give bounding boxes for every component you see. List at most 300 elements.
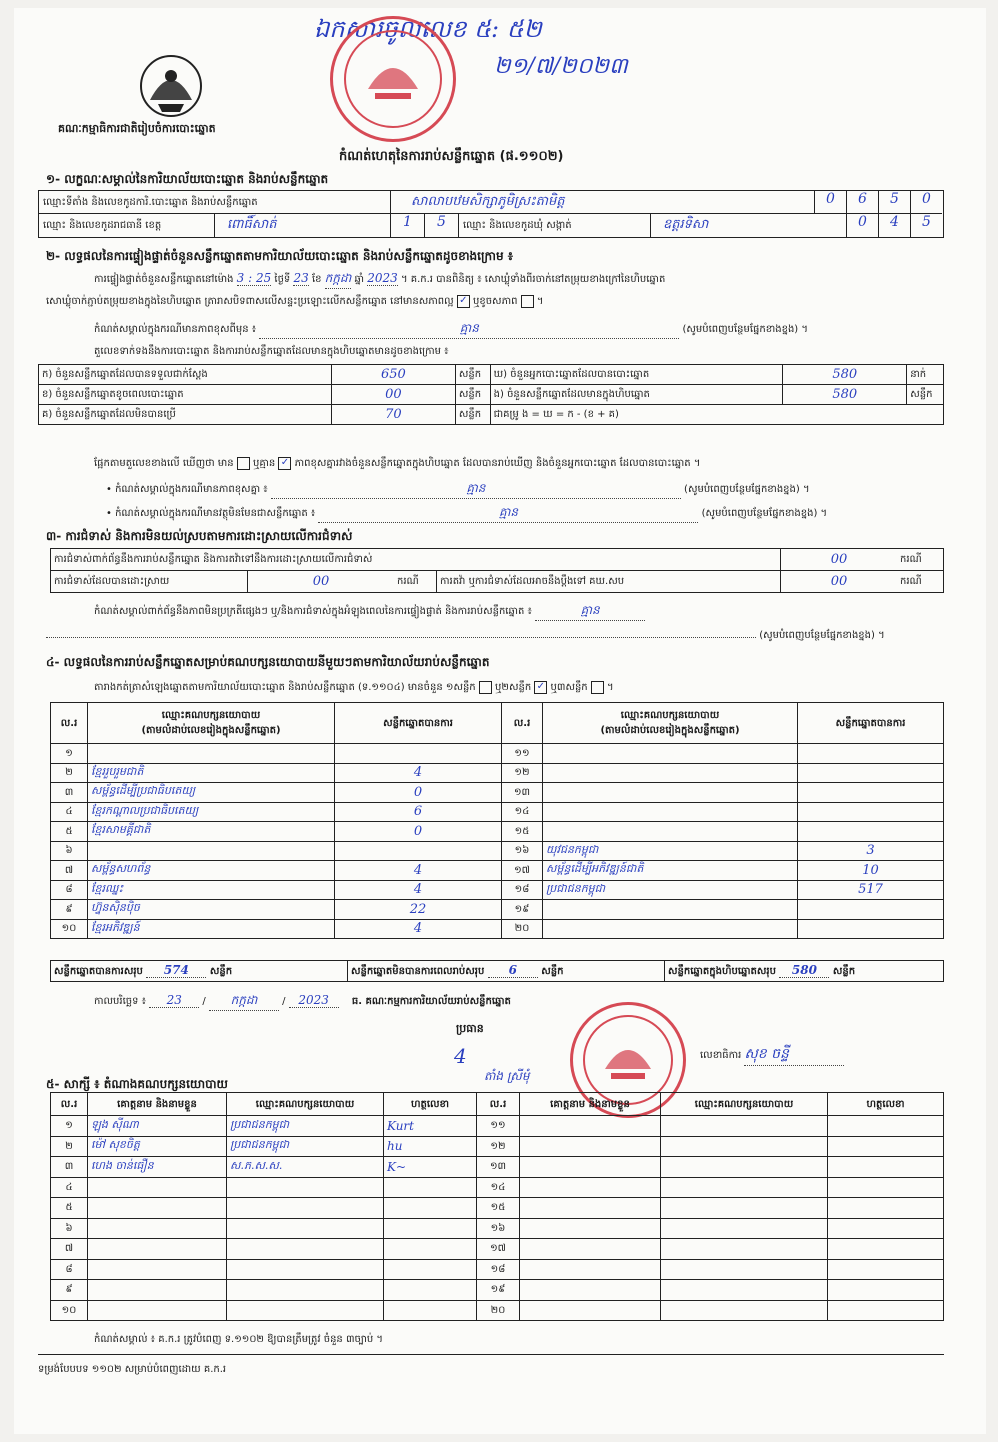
witness-party	[227, 1239, 384, 1260]
party-votes: 3	[798, 841, 944, 861]
witness-party	[227, 1259, 384, 1280]
damaged-label: ឬខូចសភាព	[473, 296, 518, 307]
chair-signature	[424, 1044, 529, 1086]
party-votes	[798, 919, 944, 939]
location-digit: 0	[815, 191, 847, 214]
row-no: ៥	[51, 822, 88, 842]
location-digit: 5	[879, 191, 911, 214]
record-sheets-text: តារាងកត់ត្រាសំឡេងឆ្នោតតាមការិយាល័យបោះឆ្នោត និងរាប់សន្លឹកឆ្នោត (ទ.១១០៤) មានចំនួន ១សន្លឹក	[94, 682, 476, 693]
commune-label: ឈ្មោះ និងលេខកូដឃុំ សង្កាត់	[459, 214, 651, 237]
count-label: ក) ចំនួនសន្លឹកឆ្នោតដែលបានទទួលជាក់ស្តែង	[39, 365, 332, 385]
row-no: ១១	[477, 1116, 520, 1137]
witness-name: ឡុង ស៊ីណា	[88, 1116, 227, 1137]
witness-party	[227, 1280, 384, 1301]
footnote: កំណត់សម្គាល់ ៖ គ.ក.រ ត្រូវបំពេញ ទ.១១០២ ឱ្យបានត្រឹមត្រូវ ចំនួន ៣ច្បាប់ ។	[94, 1334, 383, 1345]
party-name	[543, 900, 798, 920]
witness-party: ប្រជាជនកម្ពុជា	[227, 1136, 384, 1157]
resolved-label: ការជំទាស់ដែលបានដោះស្រាយ	[51, 571, 248, 593]
row-no: ១០	[51, 1300, 88, 1321]
has-difference-checkbox[interactable]	[237, 457, 250, 470]
party-name: ខ្មែរឈ្នះ	[88, 880, 335, 900]
ballot-counts-table	[38, 364, 944, 425]
col-party: ឈ្មោះគណបក្សនយោបាយ	[661, 1093, 828, 1116]
row-no: ២០	[477, 1300, 520, 1321]
unit: សន្លឹក	[209, 966, 233, 977]
witness-row	[51, 1239, 944, 1260]
signing-date-line: កាលបរិច្ឆេទ ៖ 23 / កក្កដា / 2023 ធ. គណៈកម្មការការិយាល័យរាប់សន្លឹកឆ្នោត	[94, 992, 511, 1011]
row-no: ២	[51, 763, 88, 783]
witness-signature	[384, 1259, 477, 1280]
unit: សន្លឹក	[541, 966, 564, 977]
form-title: កំណត់ហេតុនៃការរាប់សន្លឹកឆ្នោត (ផ.១១០២)	[339, 149, 564, 164]
party-votes: 517	[798, 880, 944, 900]
party-votes: 22	[335, 900, 502, 920]
commune-digit: 4	[879, 214, 911, 237]
witness-name: ហេង ចាន់ធឿន	[88, 1157, 227, 1178]
province-label: ឈ្មោះ និងលេខកូដរាជធានី ខេត្ត	[39, 214, 215, 237]
count-unit: នាក់	[907, 365, 944, 385]
votes-row	[51, 822, 944, 842]
row-no: ១៩	[502, 900, 543, 920]
witness-signature	[828, 1239, 944, 1260]
committee-sign-label: ធ. គណៈកម្មការការិយាល័យរាប់សន្លឹកឆ្នោត	[351, 996, 511, 1007]
verification-line-2: សោឃ្លុំចាក់ភ្ជាប់តម្រុយខាងក្នុងនៃហិបឆ្នោត ត្រារាសបិទពាសលើសន្ទះប្រឡោះលើកសន្លឹកឆ្នោត នៅមានសភាពល្អ ✓ ឬខូចសភាព ។	[46, 294, 544, 307]
verification-day-label: ថ្ងៃទី	[274, 274, 291, 285]
count-label: ឃ) ចំនួនអ្នកបោះឆ្នោតដែលបានបោះឆ្នោត	[490, 365, 783, 385]
verification-month: កក្កដា	[325, 270, 352, 289]
votes-row	[51, 802, 944, 822]
votes-row	[51, 783, 944, 803]
witness-party	[227, 1218, 384, 1239]
row-no: ១	[51, 744, 88, 764]
fill-note: (សូមបំពេញបន្ថែមផ្នែកខាងខ្នង) ។	[701, 508, 828, 519]
col-party-label: ឈ្មោះគណបក្សនយោបាយ	[620, 710, 720, 721]
witness-party	[227, 1300, 384, 1321]
party-name: សម្ព័ន្ធសហព័ន្ធ	[88, 861, 335, 881]
bullet-object-value: គ្មាន	[318, 504, 698, 523]
footer-divider	[38, 1354, 944, 1355]
col-sign: ហត្ថលេខា	[828, 1093, 944, 1116]
party-name	[543, 919, 798, 939]
objections-row	[51, 549, 944, 571]
party-name	[543, 822, 798, 842]
row-no: ៤	[51, 802, 88, 822]
verification-day: 23	[293, 271, 309, 285]
seal-condition-text: សោឃ្លុំចាក់ភ្ជាប់តម្រុយខាងក្នុងនៃហិបឆ្នោត ត្រារាសបិទពាសលើសន្ទះប្រឡោះលើកសន្លឹកឆ្នោត នៅមានសភាពល្អ	[46, 296, 454, 307]
blank-line	[46, 637, 756, 638]
witness-name	[520, 1218, 661, 1239]
location-value: សាលាបឋមសិក្សាភូមិស្រះតាមិត្ត	[391, 191, 815, 214]
count-value: 650	[331, 365, 455, 385]
emblem-icon	[134, 50, 208, 122]
row-no: ៩	[51, 900, 88, 920]
witness-name	[520, 1136, 661, 1157]
committee-name: គណៈកម្មាធិការជាតិរៀបចំការបោះឆ្នោត	[58, 122, 216, 135]
record-sheets-line: តារាងកត់ត្រាសំឡេងឆ្នោតតាមការិយាល័យបោះឆ្នោត និងរាប់សន្លឹកឆ្នោត (ទ.១១០៤) មានចំនួន ១សន្លឹក ឬ២សន្លឹក ✓ ឬ៣សន្លឹក ។	[94, 680, 614, 693]
witness-party	[227, 1198, 384, 1219]
resolved-value: 00	[248, 571, 395, 593]
irregularity-line-2	[46, 628, 946, 643]
party-name: ហ្វ៊ុនស៊ិនប៉ិច	[88, 900, 335, 920]
verification-year-label: ឆ្នាំ	[354, 274, 365, 285]
party-votes	[798, 822, 944, 842]
votes-row	[51, 861, 944, 881]
objections-row	[51, 571, 944, 593]
document-page	[14, 8, 986, 1434]
witness-signature	[384, 1198, 477, 1219]
commune-digit: 0	[847, 214, 879, 237]
party-name: ខ្មែរកណ្ដាលប្រជាធិបតេយ្យ	[88, 802, 335, 822]
witness-name	[88, 1239, 227, 1260]
row-no: ៦	[51, 841, 88, 861]
party-votes: 0	[335, 783, 502, 803]
row-no: ២០	[502, 919, 543, 939]
verification-time: 3 : 25	[236, 271, 272, 285]
witness-row	[51, 1300, 944, 1321]
count-row	[39, 365, 944, 385]
witness-signature	[828, 1157, 944, 1178]
province-value: ពោធិ៍សាត់	[215, 214, 391, 237]
location-label: ឈ្មោះទីតាំង និងលេខកូដការិ.បោះឆ្នោត និងរាប់សន្លឹកឆ្នោត	[39, 191, 391, 214]
col-votes: សន្លឹកឆ្នោតបានការ	[335, 703, 502, 744]
witness-signature	[828, 1300, 944, 1321]
row-no: ១២	[502, 763, 543, 783]
formula: ជាគម្រូ ង = ឃ = ក - (ខ + គ)	[490, 405, 943, 425]
party-votes: 10	[798, 861, 944, 881]
appeal-label: ការតវ៉ា ឬការជំទាស់ដែលអាចនឹងប្តឹងទៅ គឃ.សប	[437, 571, 781, 593]
row-no: ៦	[51, 1218, 88, 1239]
party-votes	[798, 783, 944, 803]
witness-party: ប្រជាជនកម្ពុជា	[227, 1116, 384, 1137]
row-no: ១១	[502, 744, 543, 764]
party-votes	[335, 744, 502, 764]
votes-row	[51, 919, 944, 939]
total-invalid-value: 6	[488, 963, 538, 978]
official-seal-top	[330, 16, 456, 142]
party-votes: 4	[335, 763, 502, 783]
row-no: ១៩	[477, 1280, 520, 1301]
votes-row	[51, 841, 944, 861]
date-day: 23	[149, 993, 199, 1008]
party-name	[543, 744, 798, 764]
col-party	[88, 703, 335, 744]
witness-row	[51, 1218, 944, 1239]
party-name	[88, 744, 335, 764]
party-votes	[798, 900, 944, 920]
row-no: ១៥	[477, 1198, 520, 1219]
verification-month-label: ខែ	[311, 274, 322, 285]
row-no: ៥	[51, 1198, 88, 1219]
witness-row	[51, 1177, 944, 1198]
col-no: ល.រ	[502, 703, 543, 744]
difference-statement	[94, 456, 954, 471]
witness-party	[661, 1300, 828, 1321]
witness-signature	[384, 1300, 477, 1321]
appeal-unit: ករណី	[897, 571, 944, 593]
party-name: ប្រជាជនកម្ពុជា	[543, 880, 798, 900]
witness-party	[661, 1259, 828, 1280]
has-difference-label: ផ្អែកតាមតួលេខខាងលើ ឃើញថា មាន	[94, 458, 234, 469]
objection-total-value: 00	[781, 549, 898, 571]
top-handwriting: ឯកសារចូលលេខ ៥: ៥២	[314, 15, 542, 43]
total-invalid-label: សន្លឹកឆ្នោតមិនបានការពេលរាប់សរុប	[351, 966, 485, 977]
two-sheets-checkbox[interactable]: ✓	[534, 681, 547, 694]
date-month: កក្កដា	[209, 992, 279, 1011]
party-name: ខ្មែរអភិវឌ្ឍន៍	[88, 919, 335, 939]
total-invalid	[348, 961, 665, 982]
row-no: ៨	[51, 880, 88, 900]
witness-name	[520, 1239, 661, 1260]
party-name: សម្ព័ន្ធដើម្បីអភិវឌ្ឍន៍ជាតិ	[543, 861, 798, 881]
three-sheets-checkbox[interactable]	[591, 681, 604, 694]
witness-party	[661, 1157, 828, 1178]
witness-party	[661, 1116, 828, 1137]
no-difference-label: ឬគ្មាន	[253, 458, 276, 469]
row-no: ១៦	[502, 841, 543, 861]
row-no: ៧	[51, 861, 88, 881]
witness-party	[661, 1280, 828, 1301]
votes-row	[51, 900, 944, 920]
col-party: ឈ្មោះគណបក្សនយោបាយ	[227, 1093, 384, 1116]
col-votes: សន្លឹកឆ្នោតបានការ	[798, 703, 944, 744]
row-no: ១៨	[502, 880, 543, 900]
witness-name	[520, 1280, 661, 1301]
witness-signature: Kurt	[384, 1116, 477, 1137]
witness-row	[51, 1157, 944, 1178]
witness-name	[520, 1116, 661, 1137]
witness-signature	[828, 1136, 944, 1157]
witness-signature	[828, 1280, 944, 1301]
witness-signature	[384, 1177, 477, 1198]
bullet-object: • កំណត់សម្គាល់ក្នុងករណីមានវត្ថុមិនមែនជាសន្លឹកឆ្នោត ៖ គ្មាន (សូមបំពេញបន្ថែមផ្នែកខាងខ្នង) ។	[106, 504, 956, 523]
witness-party	[661, 1136, 828, 1157]
witness-name	[88, 1280, 227, 1301]
three-sheets-label: ឬ៣សន្លឹក	[550, 682, 588, 693]
good-condition-checkbox[interactable]: ✓	[457, 295, 470, 308]
party-votes: 0	[335, 822, 502, 842]
count-label: ខ) ចំនួនសន្លឹកឆ្នោតខូចពេលបោះឆ្នោត	[39, 385, 332, 405]
party-name: ខ្មែរសាមគ្គីជាតិ	[88, 822, 335, 842]
chair-label: ប្រធាន	[456, 1022, 484, 1035]
votes-row	[51, 744, 944, 764]
verification-time-label: ការផ្ទៀងផ្ទាត់ចំនួនសន្លឹកឆ្នោតនៅម៉ោង	[94, 274, 234, 285]
figures-intro: តួលេខទាក់ទងនឹងការបោះឆ្នោត និងការរាប់សន្លឹកឆ្នោតដែលមានក្នុងហិបឆ្នោតមានដូចខាងក្រោម ៖	[94, 346, 449, 357]
bullet-object-label: កំណត់សម្គាល់ក្នុងករណីមានវត្ថុមិនមែនជាសន្លឹកឆ្នោត ៖	[115, 508, 316, 519]
witness-party	[661, 1239, 828, 1260]
party-name	[88, 841, 335, 861]
witness-signature	[828, 1218, 944, 1239]
party-name: សម្ព័ន្ធដើម្បីប្រជាធិបតេយ្យ	[88, 783, 335, 803]
party-votes: 4	[335, 861, 502, 881]
date-label: កាលបរិច្ឆេទ ៖	[94, 996, 147, 1007]
total-valid	[51, 961, 348, 982]
count-unit: សន្លឹក	[455, 365, 490, 385]
party-name	[543, 783, 798, 803]
bullet-difference-value: គ្មាន	[271, 480, 681, 499]
count-unit: សន្លឹក	[455, 405, 490, 425]
one-sheet-checkbox[interactable]	[479, 681, 492, 694]
col-no: ល.រ	[51, 703, 88, 744]
count-unit: សន្លឹក	[907, 385, 944, 405]
section1-title: ១- លក្ខណៈសម្គាល់នៃការិយាល័យបោះឆ្នោត និងរាប់សន្លឹកឆ្នោត	[46, 172, 329, 186]
witness-signature	[384, 1239, 477, 1260]
row-no: ១៧	[502, 861, 543, 881]
two-sheets-label: ឬ២សន្លឹក	[495, 682, 532, 693]
objection-total-label: ការជំទាស់ពាក់ព័ន្ធនឹងការរាប់សន្លឹកឆ្នោត និងការតវ៉ាទៅនឹងការដោះស្រាយលើការជំទាស់	[51, 549, 781, 571]
row-no: ៤	[51, 1177, 88, 1198]
province-digit: 5	[425, 214, 459, 237]
row-no: ៩	[51, 1280, 88, 1301]
witness-name	[520, 1157, 661, 1178]
witness-header	[51, 1093, 944, 1116]
total-box	[665, 961, 944, 982]
objection-total-unit: ករណី	[897, 549, 944, 571]
party-votes	[335, 841, 502, 861]
witness-name	[88, 1218, 227, 1239]
witness-signature: K~	[384, 1157, 477, 1178]
witness-name	[88, 1198, 227, 1219]
totals-row	[51, 961, 944, 982]
party-votes	[798, 744, 944, 764]
row-no: ១៣	[502, 783, 543, 803]
col-no: ល.រ	[477, 1093, 520, 1116]
section1-table	[38, 190, 944, 238]
vote-totals	[50, 960, 944, 982]
witness-row	[51, 1136, 944, 1157]
witness-name	[88, 1177, 227, 1198]
col-sign: ហត្ថលេខា	[384, 1093, 477, 1116]
form-code: ទម្រង់បែបបទ ១១០២ សម្រាប់បំពេញដោយ គ.ក.រ	[38, 1364, 227, 1375]
row-no: ៣	[51, 783, 88, 803]
irregularity-note-label: កំណត់សម្គាល់ពាក់ព័ន្ធនឹងភាពមិនប្រក្រតីផ្សេងៗ ឬ/និងការជំទាស់ក្នុងអំឡុងពេលនៃការផ្ទៀងផ្ទាត់ និងការរាប់សន្លឹកឆ្នោត ៖	[94, 606, 532, 617]
row-no: ១	[51, 1116, 88, 1137]
votes-row	[51, 880, 944, 900]
fill-note: (សូមបំពេញបន្ថែមផ្នែកខាងខ្នង) ។	[759, 630, 885, 641]
votes-row	[51, 763, 944, 783]
witness-signature	[384, 1218, 477, 1239]
col-party	[543, 703, 798, 744]
damaged-checkbox[interactable]	[521, 295, 534, 308]
row-no: ១៥	[502, 822, 543, 842]
col-party-sub: (តាមលំដាប់លេខរៀងក្នុងសន្លឹកឆ្នោត)	[141, 725, 281, 736]
witness-signature	[828, 1259, 944, 1280]
count-value: 580	[783, 385, 907, 405]
row-no: ៧	[51, 1239, 88, 1260]
witness-signature	[828, 1198, 944, 1219]
difference-note-label: កំណត់សម្គាល់ក្នុងករណីមានភាពខុសពីមុន ៖	[94, 324, 257, 335]
verification-year: 2023	[367, 271, 398, 285]
col-name: គោត្តនាម និងនាមខ្លួន	[88, 1093, 227, 1116]
witness-row	[51, 1116, 944, 1137]
objections-table	[50, 548, 944, 593]
count-label: ង) ចំនួនសន្លឹកឆ្នោតដែលមានក្នុងហិបឆ្នោត	[490, 385, 783, 405]
unit: សន្លឹក	[832, 966, 856, 977]
section2-title: ២- លទ្ធផលនៃការផ្ទៀងផ្ទាត់ចំនួនសន្លឹកឆ្នោតតាមការិយាល័យបោះឆ្នោត និងរាប់សន្លឹកឆ្នោតដូចខាងក្រោម ៖	[46, 249, 514, 263]
row-no: ៨	[51, 1259, 88, 1280]
witness-signature	[828, 1116, 944, 1137]
row-no: ១០	[51, 919, 88, 939]
votes-header	[51, 703, 944, 744]
col-name: គោត្តនាម និងនាមខ្លួន	[520, 1093, 661, 1116]
party-name	[543, 802, 798, 822]
chair-mark: 4	[454, 1044, 467, 1068]
commune-digit: 5	[922, 214, 931, 230]
witness-party	[661, 1177, 828, 1198]
witness-signature: hu	[384, 1136, 477, 1157]
witness-row	[51, 1259, 944, 1280]
count-row	[39, 385, 944, 405]
witness-table	[50, 1092, 944, 1321]
location-digit: 6	[847, 191, 879, 214]
bullet-difference: • កំណត់សម្គាល់ក្នុងករណីមានភាពខុសគ្នា ៖ គ្មាន (សូមបំពេញបន្ថែមផ្នែកខាងខ្នង) ។	[106, 480, 956, 499]
votes-table	[50, 702, 944, 939]
total-valid-label: សន្លឹកឆ្នោតបានការសរុប	[54, 966, 143, 977]
no-difference-checkbox[interactable]: ✓	[278, 457, 291, 470]
verification-line-1	[94, 270, 954, 289]
section4-title: ៤- លទ្ធផលនៃការរាប់សន្លឹកឆ្នោតសម្រាប់គណបក្សនយោបាយនីមួយៗតាមការិយាល័យរាប់សន្លឹកឆ្នោត	[46, 655, 490, 669]
witness-name	[520, 1259, 661, 1280]
bullet-difference-label: កំណត់សម្គាល់ក្នុងករណីមានភាពខុសគ្នា ៖	[115, 484, 268, 495]
witness-party	[661, 1218, 828, 1239]
count-value: 00	[331, 385, 455, 405]
irregularity-note	[94, 602, 954, 621]
row-no: ១៤	[477, 1177, 520, 1198]
count-value: 580	[783, 365, 907, 385]
witness-name	[520, 1198, 661, 1219]
difference-description: ភាពខុសគ្នារវាងចំនួនសន្លឹកឆ្នោតក្នុងហិបឆ្នោត ដែលបានរាប់ឃើញ និងចំនួនអ្នកបោះឆ្នោត ដែលបានបោះឆ្នោត ។	[294, 458, 701, 469]
party-votes: 6	[335, 802, 502, 822]
party-name: ខ្មែររួបរួមជាតិ	[88, 763, 335, 783]
party-name	[543, 763, 798, 783]
col-party-sub: (តាមលំដាប់លេខរៀងក្នុងសន្លឹកឆ្នោត)	[600, 725, 740, 736]
total-valid-value: 574	[146, 963, 206, 978]
resolved-unit: ករណី	[394, 571, 437, 593]
party-votes: 4	[335, 880, 502, 900]
witness-party	[661, 1198, 828, 1219]
row-no: ១៤	[502, 802, 543, 822]
difference-note-value: គ្មាន	[259, 320, 679, 339]
witness-name: ម៉ៅ សុខចិត្ត	[88, 1136, 227, 1157]
witness-name	[520, 1300, 661, 1321]
witness-row	[51, 1280, 944, 1301]
difference-note-hint: (សូមបំពេញបន្ថែមផ្នែកខាងខ្នង) ។	[682, 324, 808, 335]
secretary-line	[700, 1044, 844, 1066]
top-date: ២១/៧/២០២៣	[494, 54, 628, 79]
total-box-value: 580	[779, 963, 829, 978]
section3-title: ៣- ការជំទាស់ និងការមិនយល់ស្របតាមការដោះស្រាយលើការជំទាស់	[46, 529, 353, 543]
col-party-label: ឈ្មោះគណបក្សនយោបាយ	[161, 710, 261, 721]
irregularity-note-value: គ្មាន	[535, 602, 645, 621]
count-row	[39, 405, 944, 425]
total-box-label: សន្លឹកឆ្នោតក្នុងហិបឆ្នោតសរុប	[668, 966, 776, 977]
party-name: យុវជនកម្ពុជា	[543, 841, 798, 861]
commune-value: ឧត្តរទិសា	[651, 214, 847, 237]
row-no: ១៨	[477, 1259, 520, 1280]
appeal-value: 00	[781, 571, 898, 593]
col-no: ល.រ	[51, 1093, 88, 1116]
row-no: ៣	[51, 1157, 88, 1178]
row-no: ១៣	[477, 1157, 520, 1178]
fill-note: (សូមបំពេញបន្ថែមផ្នែកខាងខ្នង) ។	[684, 484, 810, 495]
count-label: គ) ចំនួនសន្លឹកឆ្នោតដែលមិនបានប្រើ	[39, 405, 332, 425]
witness-party	[227, 1177, 384, 1198]
date-year: 2023	[289, 993, 339, 1008]
section5-title: ៥- សាក្សី ៖ តំណាងគណបក្សនយោបាយ	[46, 1077, 228, 1091]
chair-name: តាំង ស្រីមុំ	[484, 1069, 530, 1083]
row-no: ២	[51, 1136, 88, 1157]
secretary-signature: សុខ ចន្ទី	[744, 1044, 844, 1066]
secretary-label: លេខាធិការ	[700, 1050, 742, 1061]
